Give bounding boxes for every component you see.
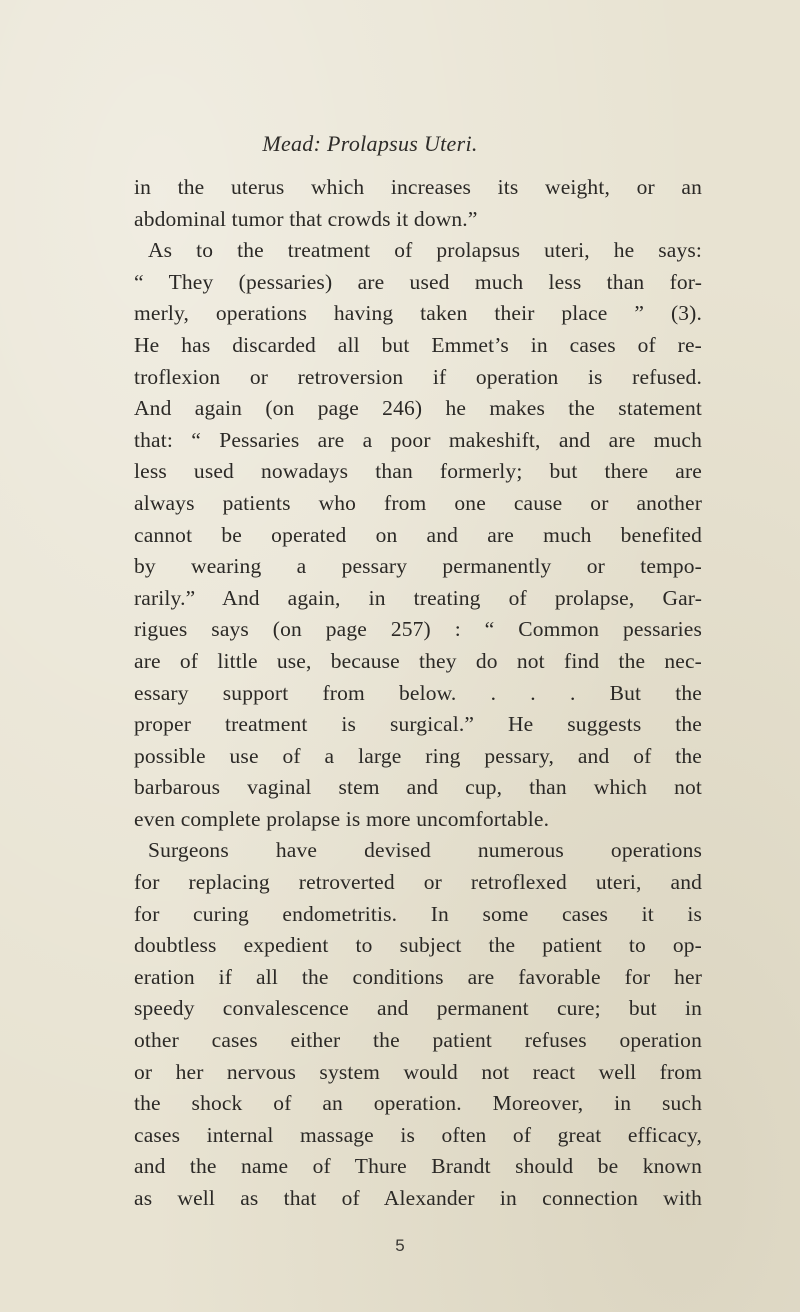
text-line: that: “ Pessaries are a poor makeshift, and are much	[134, 427, 702, 452]
text-line: always patients who from one cause or another	[134, 490, 702, 515]
body-text	[134, 172, 702, 1215]
text-line: essary support from below. . . . But the	[134, 680, 702, 705]
text-line: even complete prolapse is more uncomfortable.	[134, 806, 550, 831]
text-line: “ They (pessaries) are used much less than for-	[134, 269, 702, 294]
text-line: cases internal massage is often of great efficacy,	[134, 1122, 702, 1147]
text-line: speedy convalescence and permanent cure; but in	[134, 996, 702, 1021]
text-line: doubtless expedient to subject the patient to op-	[134, 933, 702, 958]
text-line: and the name of Thure Brandt should be known	[134, 1154, 702, 1179]
page-number: 5	[395, 1236, 405, 1255]
text-line: less used nowadays than formerly; but there are	[134, 459, 702, 484]
text-line: for curing endometritis. In some cases it is	[134, 901, 702, 926]
text-line: the shock of an operation. Moreover, in such	[134, 1091, 702, 1116]
text-line: rigues says (on page 257) : “ Common pessaries	[134, 617, 702, 642]
text-line: other cases either the patient refuses operation	[134, 1028, 702, 1053]
text-line: possible use of a large ring pessary, and of the	[134, 743, 702, 768]
text-line: cannot be operated on and are much benefited	[134, 522, 702, 547]
text-line: barbarous vaginal stem and cup, than which not	[134, 775, 702, 800]
running-head: Mead: Prolapsus Uteri.	[262, 131, 478, 156]
text-line: for replacing retroverted or retroflexed uteri, and	[134, 870, 702, 895]
text-line: rarily.” And again, in treating of prolapse, Gar-	[134, 585, 702, 610]
text-line: As to the treatment of prolapsus uteri, he says:	[148, 238, 702, 263]
text-line: And again (on page 246) he makes the statement	[134, 396, 702, 421]
text-line: in the uterus which increases its weight, or an	[134, 175, 702, 199]
text-line: are of little use, because they do not find the nec-	[134, 648, 702, 673]
text-line: abdominal tumor that crowds it down.”	[134, 206, 478, 231]
text-line: troflexion or retroversion if operation is refused.	[134, 364, 702, 389]
text-line: He has discarded all but Emmet’s in cases of re-	[134, 332, 702, 357]
text-line: or her nervous system would not react well from	[134, 1059, 702, 1084]
text-line: eration if all the conditions are favorable for her	[134, 964, 702, 989]
text-line: proper treatment is surgical.” He suggests the	[134, 712, 702, 737]
text-line: Surgeons have devised numerous operations	[148, 838, 702, 863]
text-line: merly, operations having taken their place ” (3).	[134, 301, 702, 326]
text-line: as well as that of Alexander in connection with	[134, 1186, 702, 1210]
text-line: by wearing a pessary permanently or tempo-	[134, 554, 702, 579]
